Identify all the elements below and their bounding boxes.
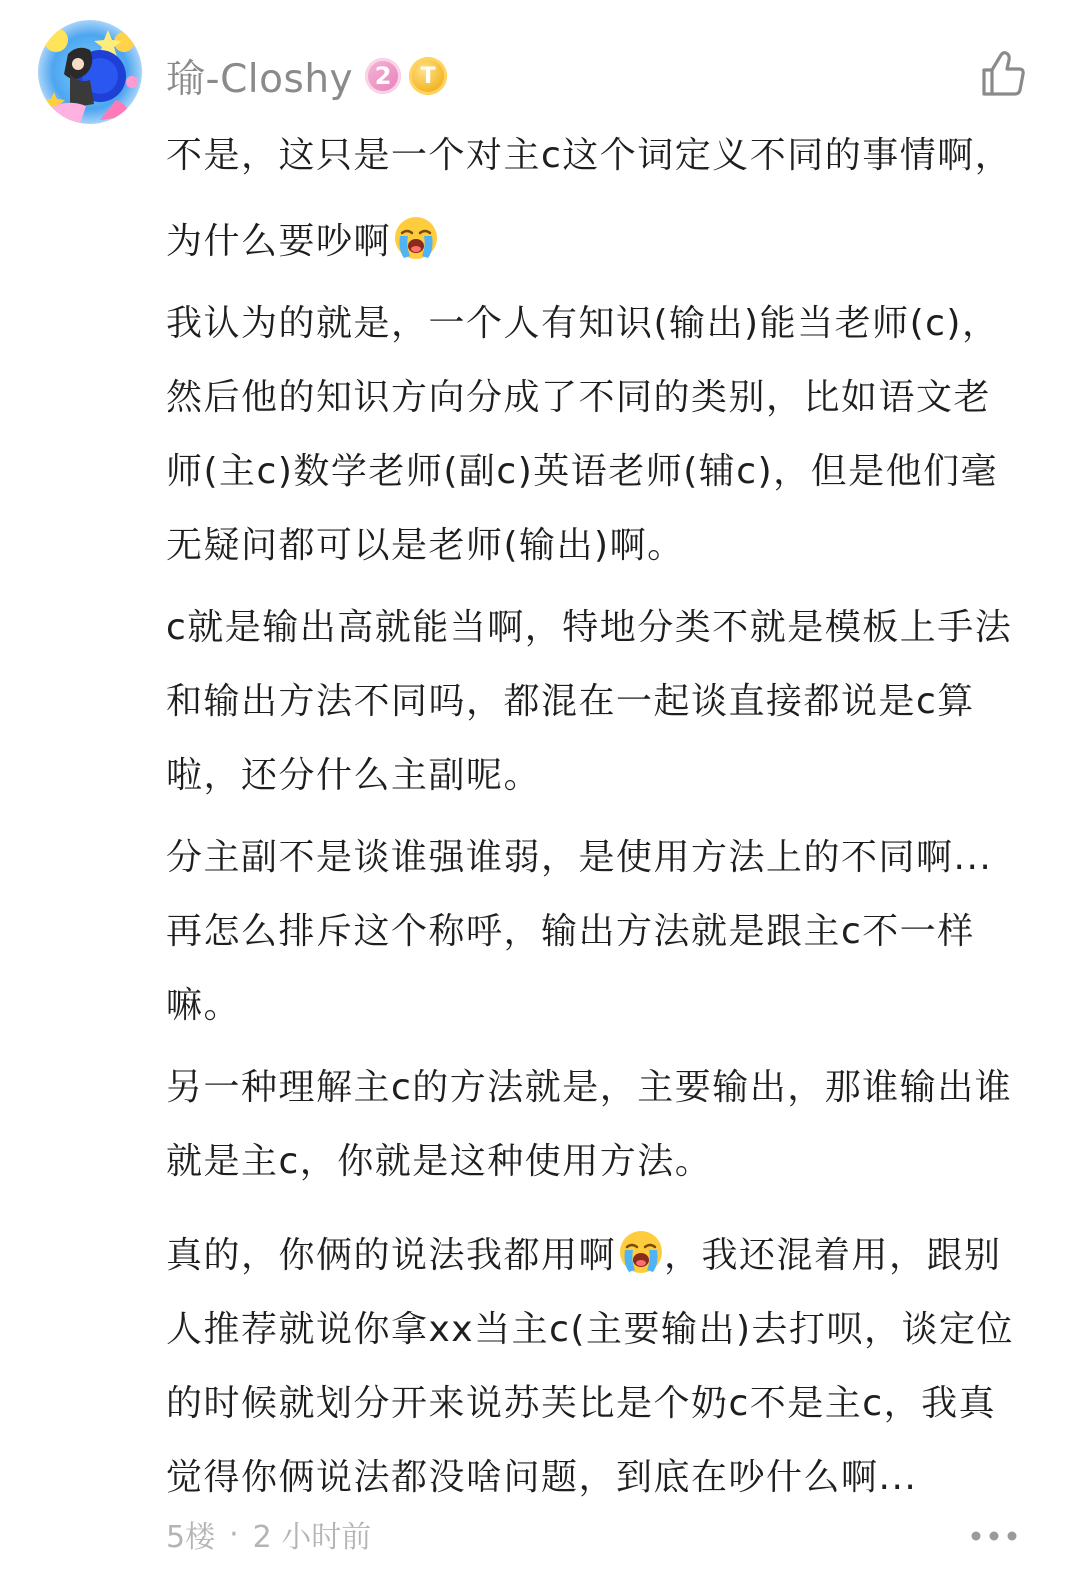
avatar[interactable] [38, 20, 142, 124]
comment-line: 然后他的知识方向分成了不同的类别，比如语文老 [166, 377, 992, 418]
comment-line-text: 真的，你俩的说法我都用啊 [166, 1235, 617, 1276]
comment-paragraph [166, 1219, 1046, 1515]
level-badge: 2 [365, 58, 401, 94]
comment-line: 啦，还分什么主副呢。 [166, 755, 542, 796]
loudly-crying-face-icon [393, 215, 439, 261]
comment-line: 和输出方法不同吗，都混在一起谈直接都说是c算 [166, 681, 975, 722]
comment-paragraph [166, 119, 1046, 279]
comment-line: 不是，这只是一个对主c这个词定义不同的事情啊， [166, 135, 1013, 176]
like-button[interactable] [978, 48, 1030, 100]
comment-meta [166, 1512, 371, 1556]
comment-line: 人推荐就说你拿xx当主c(主要输出)去打呗，谈定位 [166, 1309, 1014, 1350]
comment-paragraph [166, 1051, 1046, 1199]
comment-line [166, 205, 1046, 279]
comment-line-text: ，我还混着用，跟别 [664, 1235, 1002, 1276]
title-badge: T [409, 57, 447, 95]
meta-separator: · [229, 1516, 239, 1552]
comment-line: 另一种理解主c的方法就是，主要输出，那谁输出谁 [166, 1067, 1013, 1108]
thumbs-up-icon [978, 48, 1030, 100]
more-options-button[interactable] [964, 1516, 1034, 1556]
avatar-image [38, 20, 142, 124]
comment-line: 的时候就划分开来说苏芙比是个奶c不是主c，我真 [166, 1383, 997, 1424]
comment-line: 再怎么排斥这个称呼，输出方法就是跟主c不一样 [166, 911, 975, 952]
comment-paragraph [166, 287, 1046, 583]
username[interactable]: 瑜-Closhy [166, 57, 354, 102]
comment-body [166, 119, 1046, 1515]
comment-line: 师(主c)数学老师(副c)英语老师(辅c)，但是他们毫 [166, 451, 999, 492]
comment-line: 就是主c，你就是这种使用方法。 [166, 1141, 713, 1182]
comment-paragraph [166, 821, 1046, 1043]
comment-line: 无疑问都可以是老师(输出)啊。 [166, 525, 685, 566]
comment-line: 觉得你俩说法都没啥问题，到底在吵什么啊... [166, 1457, 918, 1498]
comment-line [166, 1219, 1046, 1293]
comment-line: c就是输出高就能当啊，特地分类不就是模板上手法 [166, 607, 1013, 648]
comment-paragraph [166, 591, 1046, 813]
comment-line: 分主副不是谈谁强谁弱，是使用方法上的不同啊... [166, 837, 993, 878]
floor-number: 5楼 [166, 1520, 216, 1555]
user-info [166, 48, 447, 104]
post-time: 2 小时前 [252, 1520, 372, 1555]
loudly-crying-face-icon [618, 1229, 664, 1275]
comment-line-text: 为什么要吵啊 [166, 221, 392, 262]
more-horizontal-icon [964, 1516, 1034, 1556]
comment-line: 嘛。 [166, 985, 242, 1026]
comment-line: 我认为的就是，一个人有知识(输出)能当老师(c)， [166, 303, 1000, 344]
